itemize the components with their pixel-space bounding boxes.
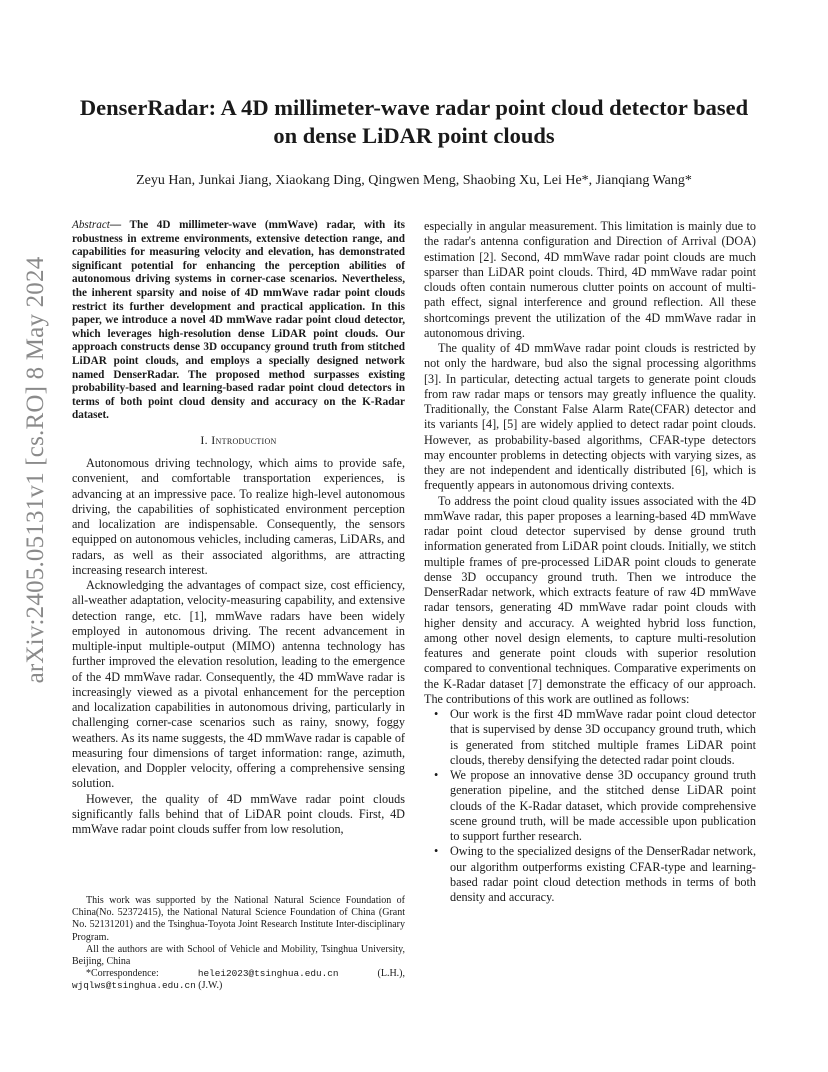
contribution-list xyxy=(424,707,756,905)
contribution-item: • We propose an innovative dense 3D occupancy ground truth generation pipeline, and the stitched dense LiDAR point clouds of the K-Radar dataset, which provide comprehensive scene ground truth, will be made accessible upon publication to support further research. xyxy=(450,768,756,844)
abstract-label: Abstract xyxy=(72,219,110,231)
right-column xyxy=(424,219,756,905)
email-link[interactable]: wjqlws@tsinghua.edu.cn xyxy=(72,980,196,992)
arxiv-sidebar xyxy=(0,0,70,1072)
arxiv-identifier: arXiv:2405.05131v1 [cs.RO] 8 May 2024 xyxy=(22,256,49,684)
intro-paragraph-5: To address the point cloud quality issues associated with the 4D mmWave radar, this paper proposes a learning-based 4D mmWave radar point cloud detector supervised by dense ground truth information generated from LiDAR point clouds. Initially, we stitch multiple frames of pre-processed LiDAR point clouds to generate dense 3D occupancy ground truth. Then we introduce the DenserRadar network, which extracts feature of raw 4D mmWave radar tensors, generating 4D mmWave radar point clouds with higher density and accuracy. A weighted hybrid loss function, among other novel design elements, to capture multi-resolution features and generate point clouds with superior resolution compared to conventional techniques. Comparative experiments on the K-Radar dataset [7] demonstrate the efficacy of our approach. The contributions of this work are outlined as follows: xyxy=(424,493,756,706)
abstract: Abstract— The 4D millimeter-wave (mmWave) radar, with its robustness in extreme environments, extensive detection range, and capabilities for measuring velocity and elevation, has demonstrated significant potential for enhancing the perception abilities of autonomous driving systems in corner-case scenarios. Nevertheless, the inherent sparsity and noise of 4D mmWave radar point clouds restrict its further development and practical application. In this paper, we introduce a novel 4D mmWave radar point cloud detector, which leverages high-resolution dense LiDAR point clouds. Our approach constructs dense 3D occupancy ground truth from stitched LiDAR point clouds, and employs a specially designed network named DenserRadar. The proposed method surpasses existing probability-based and learning-based radar point cloud detectors in terms of both point cloud density and accuracy on the K-Radar dataset. xyxy=(72,219,405,422)
intro-paragraph-continued: especially in angular measurement. This limitation is mainly due to the radar's antenna configuration and Direction of Arrival (DOA) estimation [2]. Second, 4D mmWave radar point clouds are much sparser than LiDAR point clouds. Third, 4D mmWave radar point clouds often contain numerous clutter points on account of multi-path effect, signal interference and ground reflection. All these shortcomings prevent the utilization of the 4D mmWave radar in autonomous driving. xyxy=(424,219,756,340)
contribution-item: • Our work is the first 4D mmWave radar point cloud detector that is supervised by dense 3D occupancy ground truth, which is generated from stitched multiple frames LiDAR point clouds, thereby densifying the detected radar point clouds. xyxy=(450,707,756,768)
section-heading-introduction xyxy=(72,433,405,448)
intro-paragraph-1: Autonomous driving technology, which aims to provide safe, convenient, and comfortable transportation experiences, is advancing at an impressive pace. To realize high-level autonomous driving, the capabilities of sophisticated environment perception and localization are indispensable. Consequently, the sensors equipped on autonomous vehicles, including cameras, LiDARs, and radars, as well as their associated algorithms, are attracting increasing research interest. xyxy=(72,456,405,577)
correspondence-label: *Correspondence: xyxy=(86,968,159,980)
funding-note: This work was supported by the National Natural Science Foundation of China(No. 52372415), the National Natural Science Foundation of China (Grant No. 52131201) and the Tsinghua-Toyota Joint Research Institute Inter-disciplinary Program. xyxy=(72,895,405,943)
left-column xyxy=(72,219,405,837)
paper-title: DenserRadar: A 4D millimeter-wave radar point cloud detector based on dense LiDAR point clouds xyxy=(79,95,749,148)
intro-paragraph-3: However, the quality of 4D mmWave radar point clouds significantly falls behind that of LiDAR point clouds. First, 4D mmWave radar point clouds suffer from low resolution, xyxy=(72,791,405,837)
email-initials: (L.H.), xyxy=(377,968,406,980)
abstract-text: The 4D millimeter-wave (mmWave) radar, with its robustness in extreme environments, extensive detection range, and capabilities for measuring velocity and elevation, has demonstrated significant potential for enhancing the perception abilities of autonomous driving systems in corner-case scenarios. Nevertheless, the inherent sparsity and noise of 4D mmWave radar point clouds restrict its further development and practical application. In this paper, we introduce a novel 4D mmWave radar point cloud detector, which leverages high-resolution dense LiDAR point clouds. Our approach constructs dense 3D occupancy ground truth from stitched LiDAR point clouds, and employs a specially designed network named DenserRadar. The proposed method surpasses existing probability-based and learning-based radar point cloud detectors in terms of both point cloud density and accuracy on the K-Radar dataset. xyxy=(72,219,405,422)
author-list: Zeyu Han, Junkai Jiang, Xiaokang Ding, Qingwen Meng, Shaobing Xu, Lei He*, Jianqiang Wang* xyxy=(136,173,692,188)
email-initials: (J.W.) xyxy=(198,980,223,992)
email-link[interactable]: helei2023@tsinghua.edu.cn xyxy=(197,968,339,980)
correspondence-note xyxy=(72,968,405,992)
footnote xyxy=(72,895,405,993)
intro-paragraph-2: Acknowledging the advantages of compact size, cost efficiency, all-weather adaptation, velocity-measuring capability, and extensive detection range, etc. [1], mmWave radars have been widely employed in autonomous driving. The recent advancement in multiple-input multiple-output (MIMO) antenna technology has further improved the elevation resolution, leading to the emergence of the 4D mmWave radar. Consequently, the 4D mmWave radar is increasingly viewed as a pivotal enhancement for the perception and localization capabilities in autonomous driving, particularly in challenging corner-case scenarios such as rainy, snowy, foggy weathers. As its name suggests, the 4D mmWave radar is capable of measuring four dimensions of target information: range, azimuth, elevation, and Doppler velocity, offering a comprehensive sensing solution. xyxy=(72,578,405,791)
section-numeral: I. xyxy=(200,432,208,447)
section-title: Introduction xyxy=(211,432,277,447)
intro-paragraph-4: The quality of 4D mmWave radar point clouds is restricted by not only the hardware, bud also the signal processing algorithms [3]. In particular, detecting actual targets to generate point clouds from raw radar maps or tensors may greatly influence the quality. Traditionally, the Constant False Alarm Rate(CFAR) detector and its variants [4], [5] are widely applied to detect radar point clouds. However, as probability-based algorithms, CFAR-type detectors may encounter problems in detecting objects with varying sizes, as they are not independent and identically distributed [6], which is frequently appears in autonomous driving contexts. xyxy=(424,341,756,493)
affiliation-note: All the authors are with School of Vehicle and Mobility, Tsinghua University, Beijing, China xyxy=(72,943,405,968)
contribution-item: • Owing to the specialized designs of the DenserRadar network, our algorithm outperforms existing CFAR-type and learning-based radar point cloud detection methods in terms of both density and accuracy. xyxy=(450,844,756,905)
